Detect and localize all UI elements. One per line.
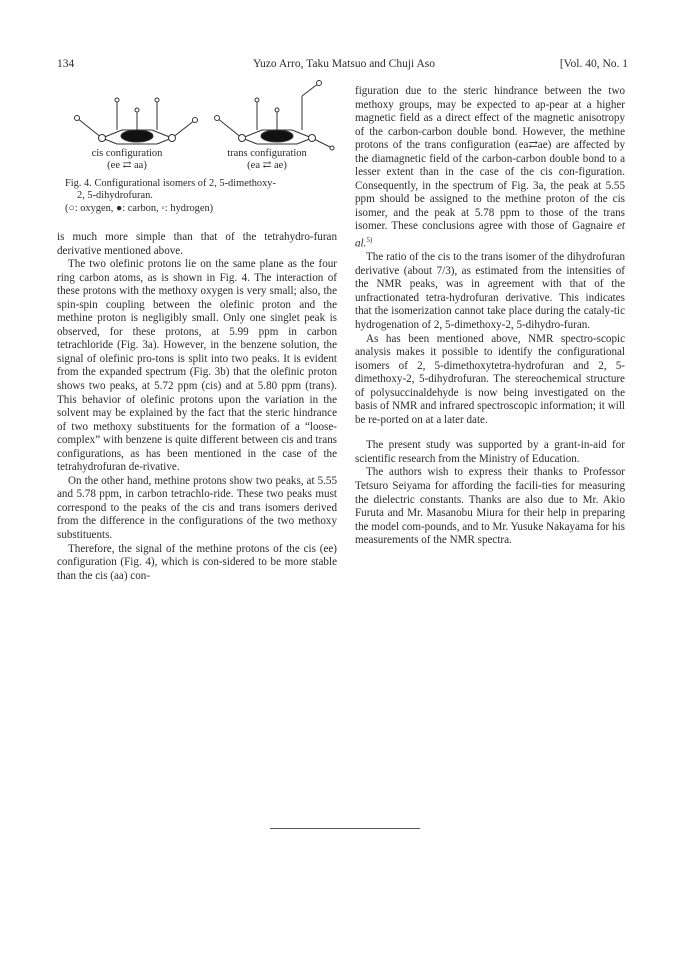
- acknowledgment-paragraph: The present study was supported by a grant-in-aid for scientific research from the Ministry of Education.: [355, 439, 625, 465]
- cis-equilibrium: (ee ⇄ aa): [107, 160, 147, 171]
- caption-line: 2, 5-dihydrofuran.: [77, 190, 153, 202]
- paragraph: Therefore, the signal of the methine protons of the cis (ee) configuration (Fig. 4), which is con-sidered to be more stable than the cis (aa) con-: [57, 542, 337, 582]
- acknowledgment-paragraph: The authors wish to express their thanks to Professor Tetsuro Seiyama for affording the facili-ties for measuring the dielectric constants. Thanks are also due to Mr. Akio Furuta and Mr. Masanobu Miura for their help in preparing the model com-pounds, and to Mr. Yusuke Nakayama for his measurements of the NMR spectra.: [355, 466, 625, 547]
- trans-configuration-label: [197, 148, 337, 172]
- running-header-volume: [Vol. 40, No. 1: [559, 58, 628, 70]
- paragraph: The two olefinic protons lie on the same plane as the four ring carbon atoms, as is shown in Fig. 4. The interaction of these protons with the methoxy oxygen is very small; also, the spin-spin coupling between the olefinic proton and the methine proton is negligibly small. Only one singlet peak is observed, for these protons, at 5.99 ppm in carbon tetrachloride (Fig. 3a). However, in the benzene solution, the signal of olefinic pro-tons is split into two peaks. It is evident from the expanded spectrum (Fig. 3b) that the olefinic proton shows two peaks, at 5.72 ppm (cis) and at 5.80 ppm (trans). This behavior of olefinic protons upon the variation in the solvent may be explained by the fact that the steric hindrance of two methoxy substituents for the formation of a “loose-complex” with benzene is quite different between cis and trans configurations, as has been mentioned in the case of the tetrahydrofuran de-rivative.: [57, 258, 337, 474]
- cis-label: cis configuration: [91, 148, 163, 159]
- paragraph: [355, 85, 625, 251]
- trans-label: trans configuration: [227, 148, 307, 159]
- paragraph: On the other hand, methine protons show two peaks, at 5.55 and 5.78 ppm, in carbon tetrachlo-ride. These two peaks must correspond to the peaks of the cis and trans isomers derived from the difference in the configurations of the two methoxy substituents.: [57, 474, 337, 542]
- caption-line: Fig. 4. Configurational isomers of 2, 5-dimethoxy-: [65, 178, 276, 189]
- figure-4: [57, 78, 337, 231]
- right-column: [355, 85, 625, 548]
- paragraph: is much more simple than that of the tetrahydro-furan derivative mentioned above.: [57, 231, 337, 257]
- running-header-authors: Yuzo Arro, Taku Matsuo and Chuji Aso: [252, 58, 436, 70]
- paragraph: As has been mentioned above, NMR spectro-scopic analysis makes it possible to identify the configurational isomers of 2, 5-dimethoxytetra-hydrofuran and 2, 5-dimethoxy-2, 5-dihydrofuran. The stereochemical structure of polysuccinaldehyde is now being investigated on the basis of NMR and infrared spectroscopic information; it will be re-ported on at a later date.: [355, 332, 625, 426]
- cis-isomer-drawing: [75, 98, 198, 144]
- section-gap: [355, 427, 625, 439]
- figure-caption: [65, 178, 337, 215]
- trans-isomer-drawing: [215, 81, 335, 151]
- paragraph: The ratio of the cis to the trans isomer of the dihydrofuran derivative (about 7/3), as estimated from the intensities of the NMR peaks, was in agreement with that of the unfractionated tetra-hydrofuran derivative. This indicates that the isomerization cannot take place during the cataly-tic hydrogenation of 2, 5-dimethoxy-2, 5-dihydro-furan.: [355, 251, 625, 331]
- left-column: [57, 78, 337, 583]
- reference-number: 5): [366, 236, 373, 245]
- citation-et-al: et al.: [355, 220, 625, 250]
- trans-equilibrium: (ea ⇄ ae): [247, 160, 287, 171]
- caption-legend: (○: oxygen, ●: carbon, ◦: hydrogen): [65, 202, 214, 214]
- end-rule: [270, 828, 420, 829]
- paragraph-text: figuration due to the steric hindrance between the two methoxy groups, may be expected to ap-pear at a higher magnetic field as a direct effect of the magnetic anisotropy of the carbon-carbon double bond. However, the methine protons of the trans configuration (ea⇄ae) are affected by the diamagnetic field of the carbon-carbon double bond to a lesser extent than in the case of the cis con-figuration. Consequently, in the spectrum of Fig. 3a, the peak at 5.55 ppm should be assigned to the methine proton of the cis isomer, and the peak at 5.78 ppm to those of the trans isomer. These conclusions agree with those of Gagnaire: [355, 85, 625, 233]
- page-number: 134: [57, 58, 75, 70]
- cis-configuration-label: [57, 148, 197, 172]
